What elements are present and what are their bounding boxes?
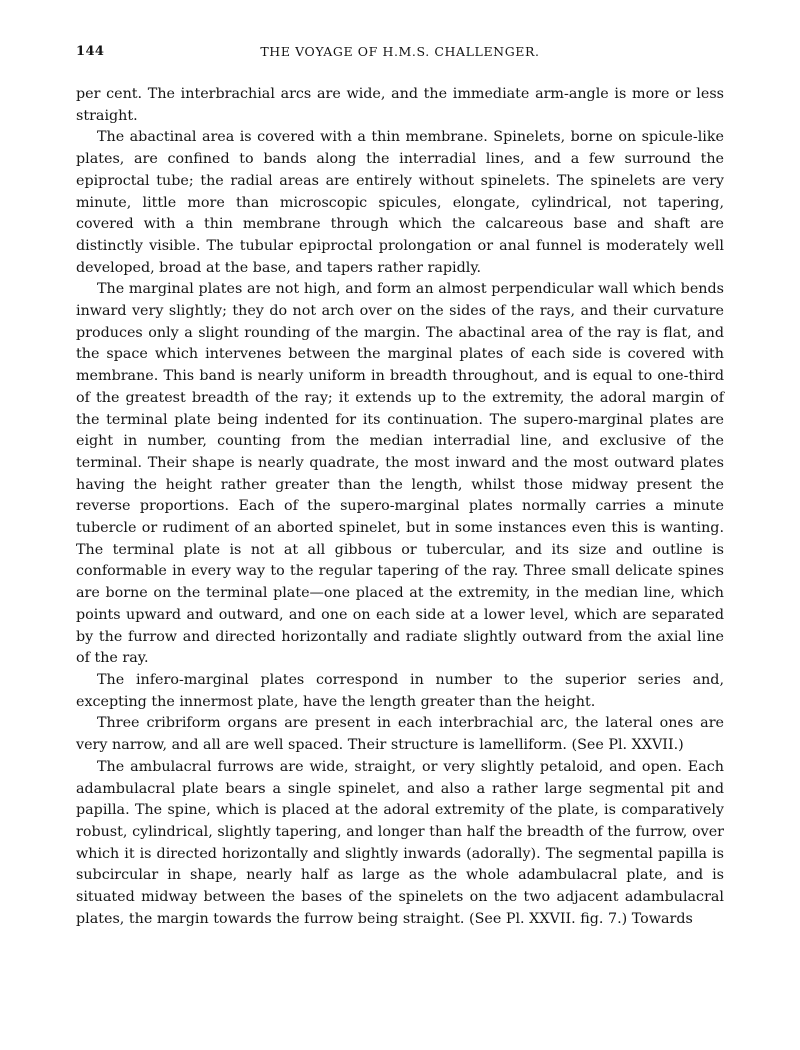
document-page	[76, 36, 724, 930]
paragraph-marginal-plates: The marginal plates are not high, and form an almost perpendicular wall which bends inward very slightly; they do not arch over on the sides of the rays, and their curvature produces only a slight rounding of the margin. The abactinal area of the ray is flat, and the space which intervenes between the marginal plates of each side is covered with membrane. This band is nearly uniform in breadth throughout, and is equal to one-third of the greatest breadth of the ray; it extends up to the extremity, the adoral margin of the terminal plate being indented for its continuation. The supero-marginal plates are eight in number, counting from the median interradial line, and exclusive of the terminal. Their shape is nearly quadrate, the most inward and the most outward plates having the height rather greater than the length, whilst those midway present the reverse proportions. Each of the supero-marginal plates normally carries a minute tubercle or rudiment of an aborted spinelet, but in some instances even this is wanting. The terminal plate is not at all gibbous or tubercular, and its size and outline is conformable in every way to the regular tapering of the ray. Three small delicate spines are borne on the terminal plate—one placed at the extremity, in the median line, which points upward and outward, and one on each side at a lower level, which are separated by the furrow and directed horizontally and radiate slightly outward from the axial line of the ray.	[76, 281, 724, 667]
page-number: 144	[76, 44, 105, 59]
paragraph-ambulacral-furrows: The ambulacral furrows are wide, straight, or very slightly petaloid, and open. Each adambulacral plate bears a single spinelet, and also a rather large segmental pit and papilla. The spine, which is placed at the adoral extremity of the plate, is comparatively robust, cylindrical, slightly tapering, and longer than half the breadth of the furrow, over which it is directed horizontally and slightly inwards (adorally). The segmental papilla is subcircular in shape, nearly half as large as the whole adambulacral plate, and is situated midway between the bases of the spinelets on the two adjacent adambulacral plates, the margin towards the furrow being straight. (See Pl. XXVII. fig. 7.) Towards	[76, 758, 724, 927]
running-header	[76, 36, 724, 66]
paragraph-continued: per cent. The interbrachial arcs are wide, and the immediate arm-angle is more or less straight.	[76, 86, 724, 124]
paragraph-cribriform-organs: Three cribriform organs are present in each interbrachial arc, the lateral ones are very narrow, and all are well spaced. Their structure is lamelliform. (See Pl. XXVII.)	[76, 715, 724, 754]
paragraph-abactinal-area: The abactinal area is covered with a thin membrane. Spinelets, borne on spicule-like plates, are confined to bands along the interradial lines, and a few surround the epiproctal tube; the radial areas are entirely without spinelets. The spinelets are very minute, little more than microscopic spicules, elongate, cylindrical, not tapering, covered with a thin membrane through which the calcareous base and shaft are distinctly visible. The tubular epiproctal prolongation or anal funnel is moderately well developed, broad at the base, and tapers rather rapidly.	[76, 129, 724, 276]
paragraph-infero-marginal-plates: The infero-marginal plates correspond in number to the superior series and, excepting the innermost plate, have the length greater than the height.	[76, 671, 724, 710]
body-text	[76, 84, 724, 930]
running-title: THE VOYAGE OF H.M.S. CHALLENGER.	[260, 44, 540, 59]
